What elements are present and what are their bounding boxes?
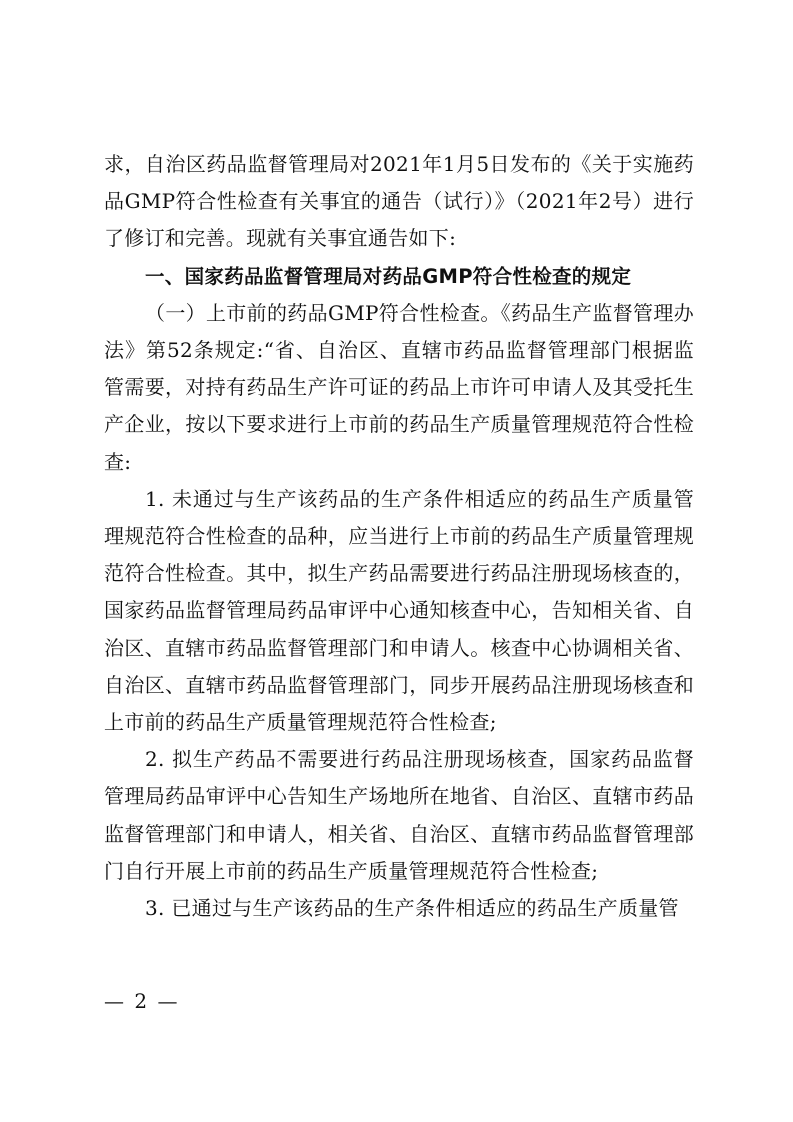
page-number: — 2 —	[104, 989, 180, 1013]
section-heading-1: 一、国家药品监督管理局对药品GMP符合性检查的规定	[145, 264, 632, 288]
paragraph-pre-market-inspection: （一）上市前的药品GMP符合性检查。《药品生产监督管理办法》第52条规定:“省、自治区、直辖市药品监督管理部门根据监管需要，对持有药品生产许可证的药品上市许可申请人及其受托生产企业，按以下要求进行上市前的药品生产质量管理规范符合性检查:	[104, 300, 694, 474]
paragraph-item-3: 3. 已通过与生产该药品的生产条件相适应的药品生产质量管	[145, 896, 679, 921]
document-body	[104, 146, 694, 927]
paragraph-intro-continued: 求，自治区药品监督管理局对2021年1月5日发布的《关于实施药品GMP符合性检查有关事宜的通告（试行）》（2021年2号）进行了修订和完善。现就有关事宜通告如下:	[104, 152, 694, 251]
paragraph-item-2: 2. 拟生产药品不需要进行药品注册现场核查，国家药品监督管理局药品审评中心告知生产场地所在地省、自治区、直辖市药品监督管理部门和申请人，相关省、自治区、直辖市药品监督管理部门自行开展上市前的药品生产质量管理规范符合性检查;	[104, 747, 694, 883]
paragraph-item-1: 1. 未通过与生产该药品的生产条件相适应的药品生产质量管理规范符合性检查的品种，应当进行上市前的药品生产质量管理规范符合性检查。其中，拟生产药品需要进行药品注册现场核查的，国家药品监督管理局药品审评中心通知核查中心，告知相关省、自治区、直辖市药品监督管理部门和申请人。核查中心协调相关省、自治区、直辖市药品监督管理部门，同步开展药品注册现场核查和上市前的药品生产质量管理规范符合性检查;	[104, 486, 694, 735]
